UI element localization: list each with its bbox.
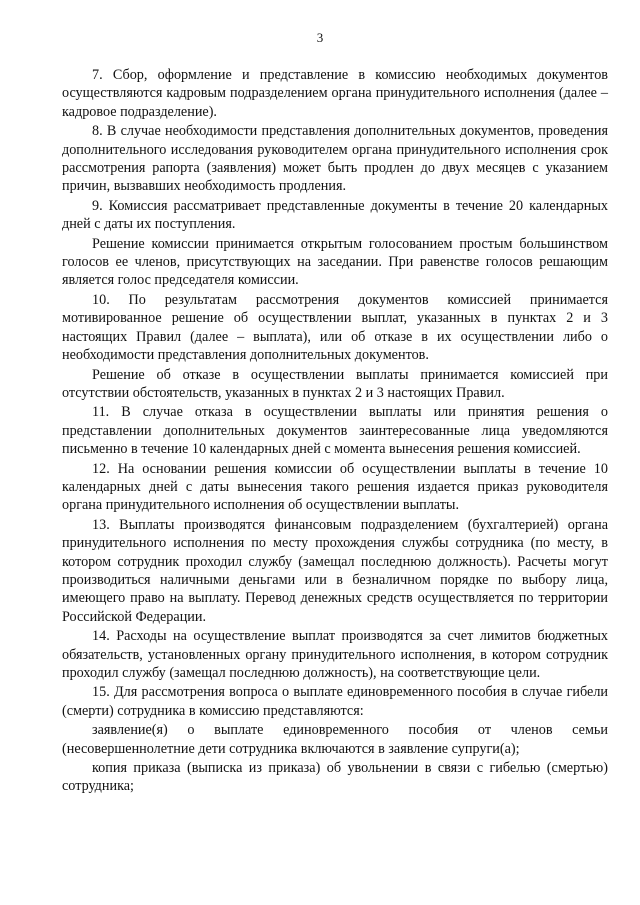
paragraph-15-application: заявление(я) о выплате единовременного пособия от членов семьи (несовершеннолетние дети сотрудника включаются в заявление супруги(а);: [62, 722, 608, 757]
paragraph-15: 15. Для рассмотрения вопроса о выплате единовременного пособия в случае гибели (смерти) сотрудника в комиссию представляются:: [62, 684, 608, 719]
paragraph-10-refusal: Решение об отказе в осуществлении выплаты принимается комиссией при отсутствии обстоятельств, указанных в пунктах 2 и 3 настоящих Правил.: [62, 366, 608, 401]
paragraph-8: 8. В случае необходимости представления дополнительных документов, проведения дополнительного исследования руководителем органа принудительного исполнения срок рассмотрения рапорта (заявления) может быть продлен до двух месяцев с указанием причин, вызвавших необходимость продления.: [62, 123, 608, 195]
paragraph-12: 12. На основании решения комиссии об осуществлении выплаты в течение 10 календарных дней с даты вынесения такого решения издается приказ руководителя органа принудительного исполнения об осуществлении выплаты.: [62, 460, 608, 514]
page-number: 3: [316, 30, 324, 45]
paragraph-14: 14. Расходы на осуществление выплат производятся за счет лимитов бюджетных обязательств, установленных органу принудительного исполнения, в котором сотрудник проходил службу (замещал последнюю должность), на соответствующие цели.: [62, 628, 608, 681]
paragraph-9-decision: Решение комиссии принимается открытым голосованием простым большинством голосов ее членов, присутствующих на заседании. При равенстве голосов решающим является голос председателя комиссии.: [62, 235, 608, 289]
paragraph-11: 11. В случае отказа в осуществлении выплаты или принятия решения о представлении дополнительных документов заинтересованные лица уведомляются письменно в течение 10 календарных дней с момента вынесения решения комиссией.: [62, 404, 608, 458]
paragraph-13: 13. Выплаты производятся финансовым подразделением (бухгалтерией) органа принудительного исполнения по месту прохождения службы сотрудника (по месту, в котором сотрудник проходил службу (замещал последнюю должность). Расчеты могут производиться наличными деньгами или в безналичном порядке по выбору лица, имеющего право на выплату. Перевод денежных средств осуществляется по территории Российской Федерации.: [62, 516, 608, 625]
paragraph-9: 9. Комиссия рассматривает представленные документы в течение 20 календарных дней с даты их поступления.: [62, 197, 608, 233]
paragraph-7: 7. Сбор, оформление и представление в комиссию необходимых документов осуществляются кадровым подразделением органа принудительного исполнения (далее – кадровое подразделение).: [62, 67, 608, 120]
paragraph-10: 10. По результатам рассмотрения документов комиссией принимается мотивированное решение об осуществлении выплат, указанных в пунктах 2 и 3 настоящих Правил (далее – выплата), или об отказе в их осуществлении либо о необходимости представления дополнительных документов.: [62, 291, 608, 364]
document-body: [62, 66, 608, 796]
paragraph-15-order-copy: копия приказа (выписка из приказа) об увольнении в связи с гибелью (смертью) сотрудника;: [62, 760, 608, 795]
